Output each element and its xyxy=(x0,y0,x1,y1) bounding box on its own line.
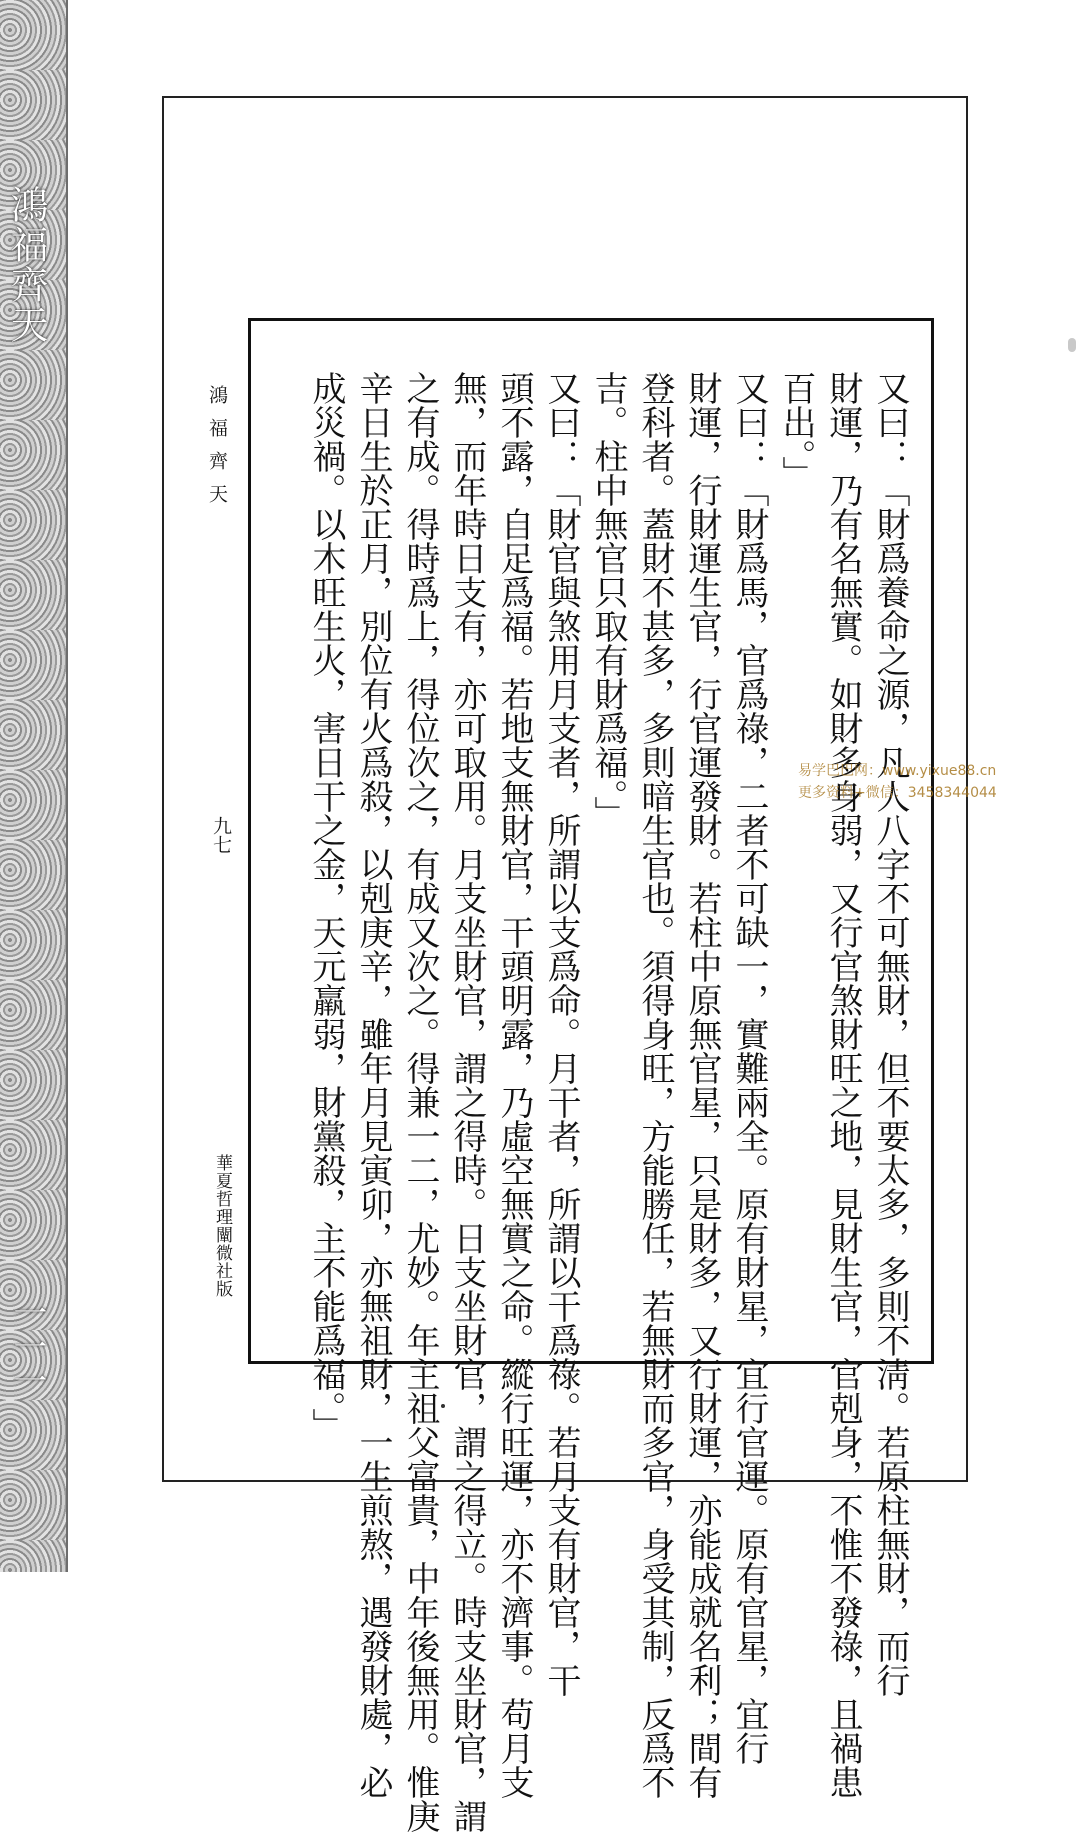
text-column: 成災禍。以木旺生火，害日干之金，天元羸弱，財黨殺，主不能爲福。」 xyxy=(306,371,346,1442)
running-title: 鴻福齊天 xyxy=(206,385,228,517)
text-column: 百出。」 xyxy=(776,371,816,490)
body-text xyxy=(302,371,913,1833)
watermark-line: 更多资料+微信：3458344044 xyxy=(798,785,997,801)
text-column: 財運，行財運生官，行官運發財。若柱中原無官星，只是財多，又行財運，亦能成就名利；間有 xyxy=(682,371,722,1799)
text-column: 無，而年時日支有，亦可取用。月支坐財官，謂之得時。日支坐財官，謂之得立。時支坐財官，謂 xyxy=(447,371,487,1833)
watermark-line: 易学巴巴网：www.yixue88.cn xyxy=(798,763,997,779)
text-column: 吉。柱中無官只取有財爲福。」 xyxy=(588,371,628,830)
text-column: 又曰：「財爲養命之源，凡人八字不可無財，但不要太多，多則不淸。若原柱無財，而行 xyxy=(870,371,910,1697)
text-column: 又曰：「財官與煞用月支者，所謂以支爲命。月干者，所謂以干爲祿。若月支有財官，干 xyxy=(541,371,581,1697)
print-speck xyxy=(441,1404,445,1408)
page-number: 九七 xyxy=(210,816,232,854)
text-column: 辛日生於正月，別位有火爲殺，以剋庚辛，雖年月見寅卯，亦無祖財，一生煎熬，遇發財處，必 xyxy=(353,371,393,1799)
text-column: 頭不露，自足爲福。若地支無財官，干頭明露，乃虛空無實之命。縱行旺運，亦不濟事。苟月支 xyxy=(494,371,534,1799)
text-column: 之有成。得時爲上，得位次之，有成又次之。得兼一二，尤妙。年主祖父富貴，中年後無用。惟庚 xyxy=(400,371,440,1833)
text-column: 財運，乃有名無實。如財多身弱，又行官煞財旺之地，見財生官，官剋身，不惟不發祿，且禍患 xyxy=(823,371,863,1799)
watermark xyxy=(798,760,997,804)
text-column: 登科者。蓋財不甚多，多則暗生官也。須得身旺，方能勝任，若無財而多官，身受其制，反爲不 xyxy=(635,371,675,1799)
text-column: 又曰：「財爲馬，官爲祿，二者不可缺一，實難兩全。原有財星，宜行官運。原有官星，宜行 xyxy=(729,371,769,1765)
decorative-spine xyxy=(0,0,68,1572)
publisher-imprint: 華夏哲理闡微社版 xyxy=(212,1154,232,1298)
scrollbar-handle[interactable] xyxy=(1068,338,1076,352)
spine-title: 鴻福齊天 xyxy=(4,185,48,345)
spine-page-number: 一一一 xyxy=(7,1295,47,1397)
text-frame xyxy=(248,318,934,1833)
